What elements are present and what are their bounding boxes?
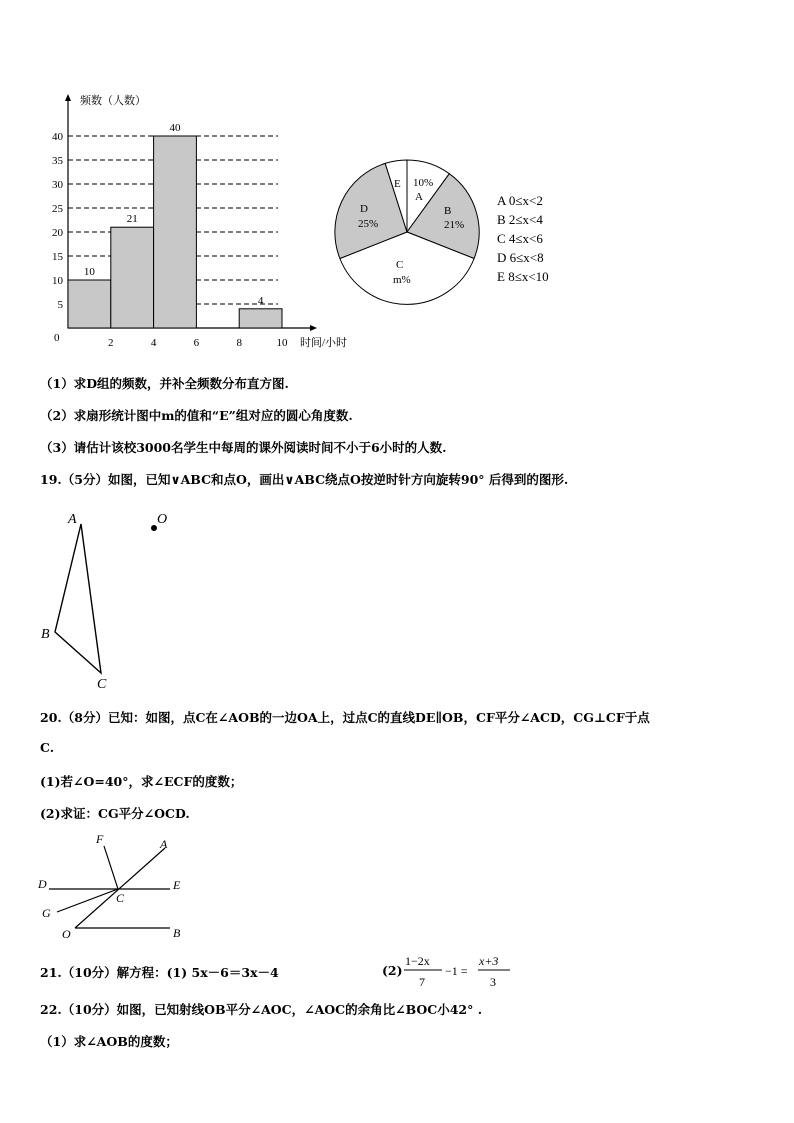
label-b: B: [41, 627, 50, 642]
pie-label-E: E: [394, 178, 401, 190]
y-tick-label: 25: [52, 203, 63, 215]
label-b: B: [173, 926, 181, 940]
question-20-continued: C.: [40, 740, 55, 755]
pie-label-C: C: [396, 259, 404, 271]
y-tick-label: 35: [52, 155, 63, 167]
frequency-histogram: [0, 0, 380, 360]
legend-item: C 4≤x<6: [497, 231, 543, 246]
label-c: C: [116, 891, 125, 905]
label-e: E: [173, 878, 181, 892]
pie-chart: [330, 155, 480, 307]
triangle-abc: [55, 524, 101, 673]
question-18-part-2: （2）求扇形统计图中m的值和“E”组对应的圆心角度数.: [40, 408, 353, 423]
question-20-part-2: (2)求证：CG平分∠OCD.: [40, 806, 190, 821]
label-o: O: [157, 512, 168, 527]
label-f: F: [96, 832, 104, 846]
question-20-part-1: (1)若∠O=40°，求∠ECF的度数；: [40, 774, 243, 789]
question-19: 19.（5分）如图，已知∨ABC和点O，画出∨ABC绕点O按逆时针方向旋转90° 后得到的图形.: [40, 472, 569, 487]
ray-cg: [57, 889, 118, 912]
y-axis-arrow: [65, 94, 71, 101]
question-22: 22.（10分）如图，已知射线OB平分∠AOC，∠AOC的余角比∠BOC小42° .: [40, 1002, 483, 1017]
pie-label-D: D: [360, 203, 368, 215]
x-tick-label: 2: [108, 337, 114, 349]
pie-label-B: B: [444, 205, 452, 217]
legend-item: B 2≤x<4: [497, 212, 543, 227]
histogram-bar: [154, 136, 197, 328]
figure-20-lines: [30, 828, 200, 943]
y-tick-label: 30: [52, 179, 63, 191]
pie-label-A-pct: 10%: [413, 177, 434, 189]
figure-19-triangle: [30, 505, 190, 695]
label-c: C: [97, 677, 107, 692]
label-a: A: [160, 837, 168, 851]
label-g: G: [42, 906, 51, 920]
legend-item: D 6≤x<8: [497, 250, 544, 265]
fraction-2-denominator: 3: [490, 975, 496, 989]
question-22-part-1: （1）求∠AOB的度数；: [40, 1034, 178, 1049]
pie-label-C-pct: m%: [393, 274, 411, 286]
y-tick-label: 10: [52, 275, 63, 287]
x-axis-arrow: [310, 325, 317, 331]
fraction-1-numerator: 1−2x: [405, 954, 430, 968]
y-tick-label: 20: [52, 227, 63, 239]
x-tick-label: 6: [193, 337, 200, 349]
fraction-1-denominator: 7: [419, 975, 425, 989]
histogram-bar: [239, 309, 282, 328]
y-tick-label: 5: [57, 299, 63, 311]
label-a: A: [68, 512, 77, 527]
bar-value-label: 10: [83, 266, 95, 278]
label-d: D: [38, 877, 47, 891]
y-tick-label: 15: [52, 251, 63, 263]
bar-value-label: 21: [126, 213, 138, 226]
origin-label: 0: [54, 332, 60, 344]
ray-cf: [104, 846, 118, 889]
bar-value-label: 4: [257, 294, 264, 307]
equation-middle: −1 =: [445, 964, 468, 978]
x-tick-label: 4: [150, 337, 157, 349]
pie-legend: [497, 191, 549, 286]
question-21-part-2-label: (2): [382, 963, 403, 978]
x-axis-label: 时间/小时: [300, 337, 348, 349]
y-tick-label: 40: [52, 131, 63, 143]
fraction-2-numerator: x+3: [479, 954, 499, 968]
histogram-bar: [68, 280, 111, 328]
pie-label-A: A: [415, 191, 423, 203]
question-21: 21.（10分）解方程：(1) 5x－6＝3x－4: [40, 965, 279, 980]
histogram-bar: [111, 227, 154, 328]
question-18-part-3: （3）请估计该校3000名学生中每周的课外阅读时间不小于6小时的人数.: [40, 440, 447, 455]
x-tick-label: 8: [236, 337, 242, 349]
question-18-part-1: （1）求D组的频数，并补全频数分布直方图.: [40, 376, 289, 391]
ray-oa: [75, 848, 165, 928]
question-20: 20.（8分）已知：如图，点C在∠AOB的一边OA上，过点C的直线DE∥OB，CF平分∠ACD，CG⊥CF于点: [40, 710, 650, 725]
x-tick-label: 10: [276, 337, 288, 349]
legend-item: E 8≤x<10: [497, 269, 549, 284]
y-axis-label: 频数（人数）: [80, 95, 146, 107]
pie-label-B-pct: 21%: [444, 219, 465, 231]
equation-21-2: [400, 950, 520, 992]
label-o: O: [62, 927, 71, 941]
bar-value-label: 40: [169, 122, 181, 134]
legend-item: A 0≤x<2: [497, 193, 543, 208]
pie-label-D-pct: 25%: [358, 218, 379, 230]
